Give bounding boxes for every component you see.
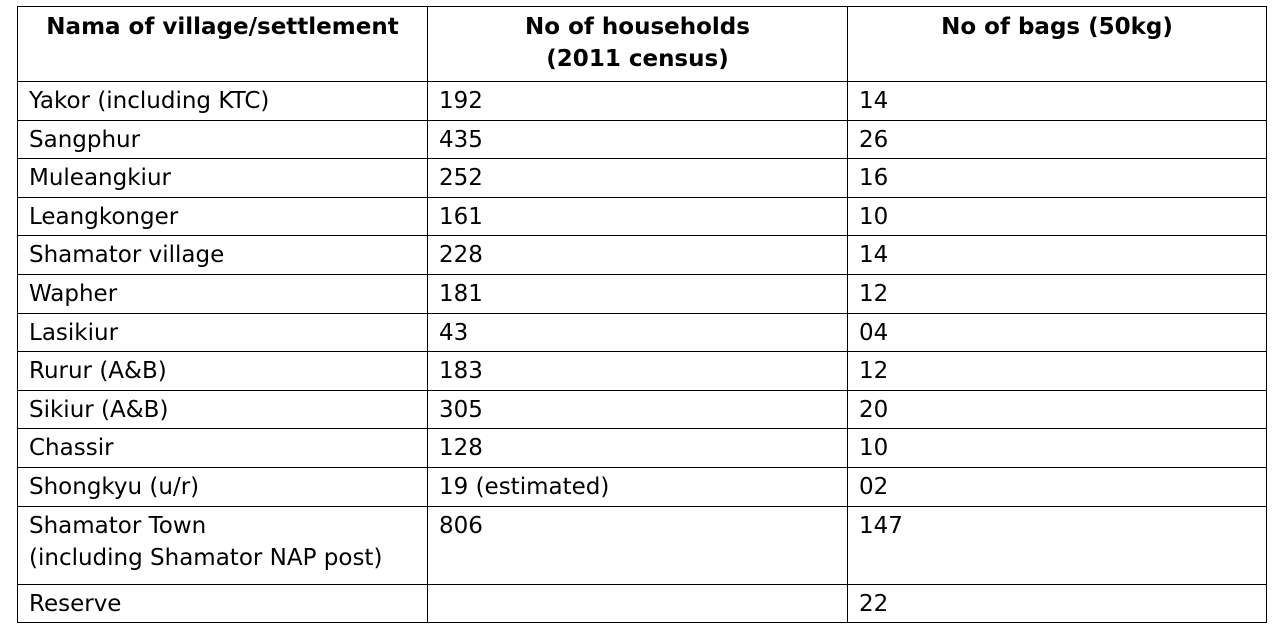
cell-village — [18, 197, 428, 236]
cell-households: 305 — [428, 390, 848, 429]
cell-bags: 12 — [848, 352, 1267, 391]
cell-households: 19 (estimated) — [428, 467, 848, 506]
cell-households: 161 — [428, 197, 848, 236]
cell-households: 806 — [428, 506, 848, 584]
table-body — [18, 82, 1267, 623]
table-row — [18, 120, 1267, 159]
cell-village — [18, 429, 428, 468]
cell-households: 228 — [428, 236, 848, 275]
cell-households — [428, 584, 848, 623]
table-row — [18, 197, 1267, 236]
cell-bags: 147 — [848, 506, 1267, 584]
cell-village — [18, 390, 428, 429]
village-name-line: (including Shamator NAP post) — [29, 544, 383, 571]
header-households — [428, 7, 848, 82]
village-name-line: Lasikiur — [29, 319, 119, 346]
cell-village — [18, 584, 428, 623]
cell-bags: 14 — [848, 236, 1267, 275]
cell-bags: 12 — [848, 274, 1267, 313]
table-row — [18, 390, 1267, 429]
village-name-line: Sikiur (A&B) — [29, 396, 169, 423]
table-row — [18, 236, 1267, 275]
table-row — [18, 313, 1267, 352]
village-name-line: Shongkyu (u/r) — [29, 473, 200, 500]
cell-households: 183 — [428, 352, 848, 391]
cell-bags: 04 — [848, 313, 1267, 352]
header-bags — [848, 7, 1267, 82]
table-row — [18, 429, 1267, 468]
village-name-line: Shamator village — [29, 242, 225, 269]
cell-households: 128 — [428, 429, 848, 468]
cell-village — [18, 82, 428, 121]
cell-village — [18, 467, 428, 506]
cell-bags: 10 — [848, 197, 1267, 236]
header-households-line-2: (2011 census) — [546, 46, 729, 72]
cell-bags: 26 — [848, 120, 1267, 159]
cell-households: 252 — [428, 159, 848, 198]
village-name-line: Shamator Town — [29, 512, 207, 539]
header-row — [18, 7, 1267, 82]
cell-bags: 14 — [848, 82, 1267, 121]
document-page — [17, 6, 1267, 623]
table-row — [18, 159, 1267, 198]
village-name-line: Rurur (A&B) — [29, 358, 167, 385]
table-row — [18, 352, 1267, 391]
header-village — [18, 7, 428, 82]
village-bags-table — [17, 6, 1267, 623]
village-name-line: Yakor (including KTC) — [29, 88, 270, 114]
table-row — [18, 82, 1267, 121]
cell-village — [18, 236, 428, 275]
cell-village — [18, 506, 428, 584]
table-row — [18, 467, 1267, 506]
cell-village — [18, 159, 428, 198]
header-village-line-1: Nama of village/settlement — [46, 14, 399, 40]
table-row — [18, 274, 1267, 313]
village-name-line: Wapher — [29, 280, 118, 307]
village-name-line: Muleangkiur — [29, 165, 171, 192]
cell-bags: 16 — [848, 159, 1267, 198]
cell-households: 181 — [428, 274, 848, 313]
cell-bags: 22 — [848, 584, 1267, 623]
cell-village — [18, 120, 428, 159]
village-name-line: Chassir — [29, 435, 114, 462]
village-name-line: Leangkonger — [29, 203, 179, 230]
table-row — [18, 506, 1267, 584]
cell-bags: 20 — [848, 390, 1267, 429]
village-name-line: Reserve — [29, 590, 122, 617]
cell-village — [18, 313, 428, 352]
cell-village — [18, 274, 428, 313]
cell-bags: 02 — [848, 467, 1267, 506]
cell-bags: 10 — [848, 429, 1267, 468]
village-name-line: Sangphur — [29, 126, 141, 153]
cell-households: 43 — [428, 313, 848, 352]
cell-households: 435 — [428, 120, 848, 159]
header-households-line-1: No of households — [525, 14, 750, 40]
table-row — [18, 584, 1267, 623]
cell-households: 192 — [428, 82, 848, 121]
cell-village — [18, 352, 428, 391]
header-bags-line-1: No of bags (50kg) — [941, 14, 1173, 40]
